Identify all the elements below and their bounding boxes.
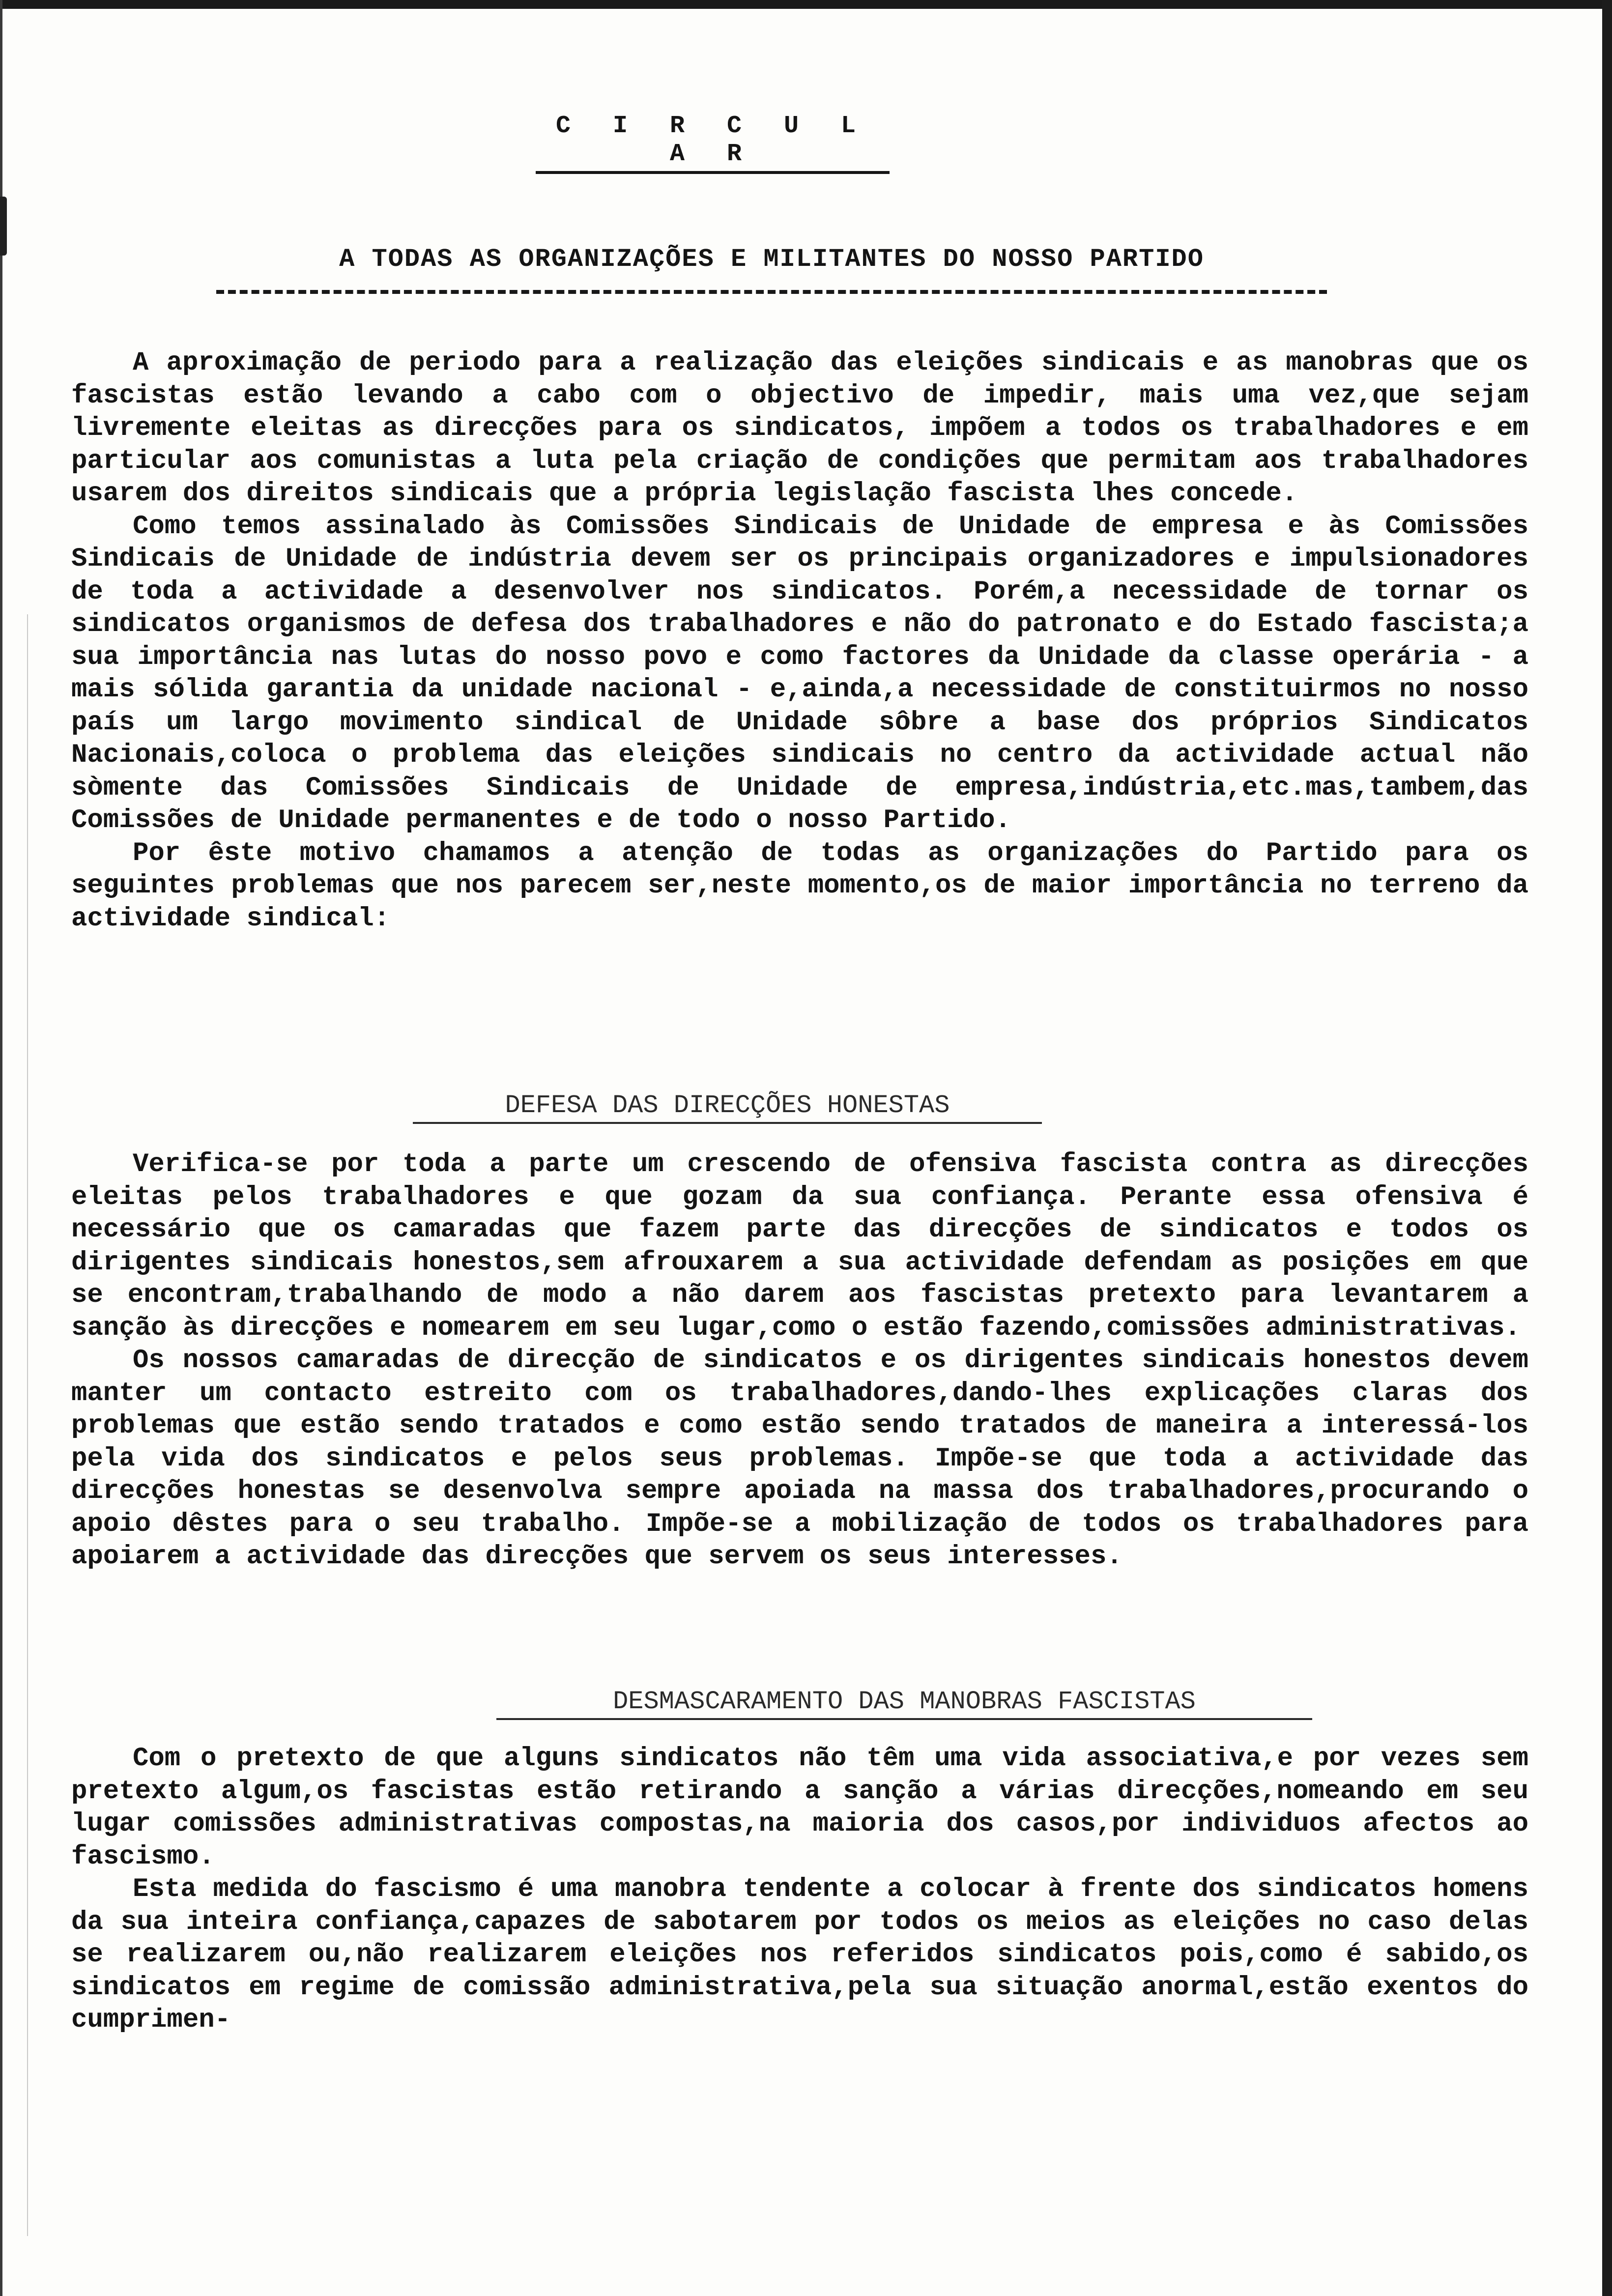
paragraph: Como temos assinalado às Comissões Sindicais de Unidade de empresa e às Comissões Sindicais de Unidade de indústria devem ser os principais organizadores e impulsionadores de toda a actividade a desenvolver nos sindicatos. Porém,a necessidade de tornar os sindicatos organismos de defesa dos trabalhadores e não do patronato e do Estado fascista;a sua importância nas lutas do nosso povo e como factores da Unidade da classe operária - a mais sólida garantia da unidade nacional - e,ainda,a necessidade de constituirmos no nosso país um largo movimento sindical de Unidade sôbre a base dos próprios Sindicatos Nacionais,coloca o problema das eleições sindicais no centro da actividade actual não sòmente das Comissões Sindicais de Unidade de empresa,indústria,etc.mas,tambem,das Comissões de Unidade permanentes e de todo o nosso Partido. <box>71 511 1528 835</box>
section-heading-desmascaramento: DESMASCARAMENTO DAS MANOBRAS FASCISTAS <box>496 1687 1312 1720</box>
subtitle-dashed-rule <box>216 290 1327 294</box>
paragraph: A aproximação de periodo para a realização das eleições sindicais e as manobras que os fascistas estão levando a cabo com o objectivo de impedir, mais uma vez,que sejam livremente eleitas as direcções para os sindicatos, impõem a todos os trabalhadores e em particular aos comunistas a luta pela criação de condições que permitam aos trabalhadores usarem dos direitos sindicais que a própria legislação fascista lhes concede. <box>71 348 1528 509</box>
scan-border-right <box>1602 0 1612 2296</box>
scan-fold-line <box>27 614 28 2236</box>
paragraph: Verifica-se por toda a parte um crescendo de ofensiva fascista contra as direcções eleitas pelos trabalhadores e que gozam da sua confiança. Perante essa ofensiva é necessário que os camaradas que fazem parte das direcções de sindicatos e todos os dirigentes sindicais honestos,sem afrouxarem a sua actividade defendam as posições em que se encontram,trabalhando de modo a não darem aos fascistas pretexto para levantarem a sanção às direcções e nomearem em seu lugar,como o estão fazendo,comissões administrativas. <box>71 1149 1528 1343</box>
paragraph: Por êste motivo chamamos a atenção de todas as organizações do Partido para os seguintes problemas que nos parecem ser,neste momento,os de maior importância no terreno da actividade sindical: <box>71 838 1528 934</box>
paragraph: Os nossos camaradas de direcção de sindicatos e os dirigentes sindicais honestos devem manter um contacto estreito com os trabalhadores,dando-lhes explicações claras dos problemas que estão sendo tratados e como estão sendo tratados de maneira a interessá-los pela vida dos sindicatos e pelos seus problemas. Impõe-se que toda a actividade das direcções honestas se desenvolva sempre apoiada na massa dos trabalhadores,procurando o apoio dêstes para o seu trabalho. Impõe-se a mobilização de todos os trabalhadores para apoiarem a actividade das direcções que servem os seus interesses. <box>71 1346 1528 1572</box>
scan-border-left <box>0 0 2 2296</box>
section-introduction <box>71 347 1528 935</box>
paragraph: Com o pretexto de que alguns sindicatos não têm uma vida associativa,e por vezes sem pretexto algum,os fascistas estão retirando a sanção a várias direcções,nomeando em seu lugar comissões administrativas compostas,na maioria dos casos,por individuos afectos ao fascismo. <box>71 1744 1528 1872</box>
document-title: C I R C U L A R <box>536 112 890 174</box>
scan-edge-mark <box>0 197 7 256</box>
section-heading-defesa: DEFESA DAS DIRECÇÕES HONESTAS <box>413 1091 1042 1124</box>
paragraph: Esta medida do fascismo é uma manobra tendente a colocar à frente dos sindicatos homens da sua inteira confiança,capazes de sabotarem por todos os meios as eleições no caso delas se realizarem ou,não realizarem eleições nos referidos sindicatos pois,como é sabido,os sindicatos em regime de comissão administrativa,pela sua situação anormal,estão exentos do cumprimen- <box>71 1874 1528 2035</box>
scan-border-top <box>0 0 1612 9</box>
section-defesa <box>71 1148 1528 1574</box>
document-subtitle: A TODAS AS ORGANIZAÇÕES E MILITANTES DO NOSSO PARTIDO <box>339 245 1204 274</box>
section-desmascaramento <box>71 1743 1528 2037</box>
